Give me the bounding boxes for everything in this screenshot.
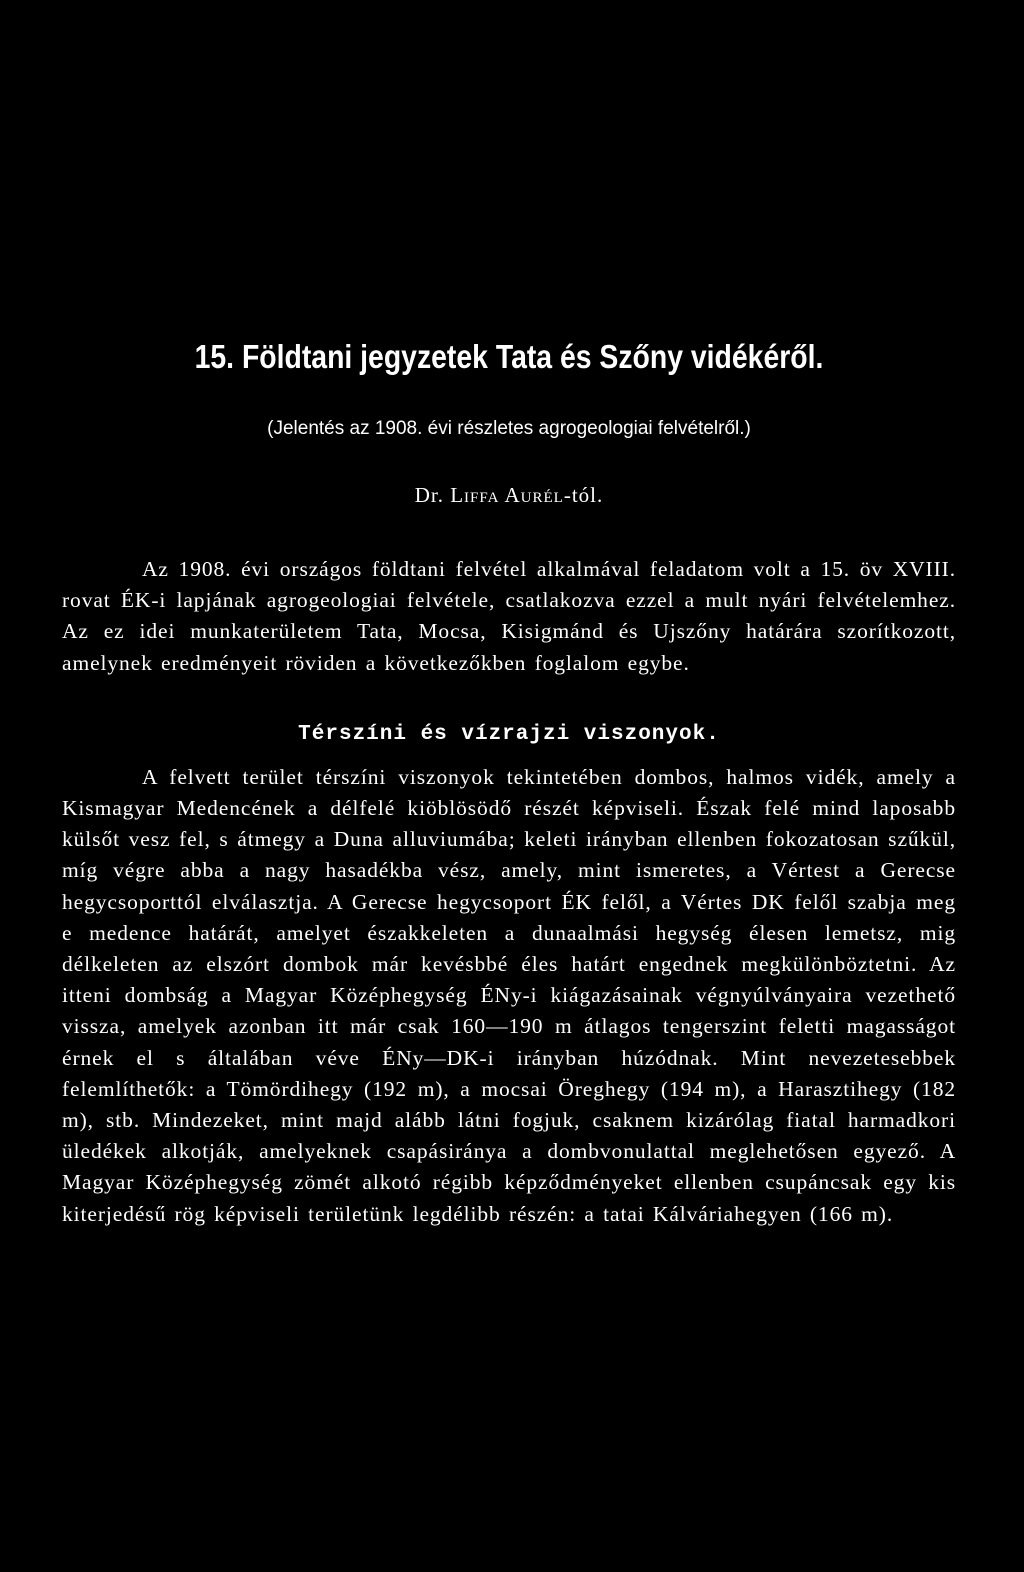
intro-paragraph: Az 1908. évi országos földtani felvétel alkalmával feladatom volt a 15. öv XVIII. rovat ÉK-i lapjának agrogeologiai felvétele, csatlakozva ezzel a mult nyári felvételemhez. Az ez idei munkaterületem Tata, Mocsa, Kisigmánd és Ujszőny határára szorítkozott, amelynek eredményeit röviden a következőkben foglalom egybe. (62, 557, 956, 675)
author-prefix: Dr. (414, 483, 451, 507)
author-line (62, 480, 956, 510)
document-title: 15. Földtani jegyzetek Tata és Szőny vidékéről. (194, 338, 824, 375)
document-subtitle: (Jelentés az 1908. évi részletes agrogeologiai felvételről.) (267, 418, 751, 439)
document-page (62, 330, 956, 1230)
author-suffix: -tól. (563, 483, 604, 507)
body-paragraph: A felvett terület térszíni viszonyok tekintetében dombos, halmos vidék, amely a Kismagyar Medencének a délfelé kiöblösödő részét képviseli. Észak felé mind laposabb külsőt vesz fel, s átmegy a Duna alluviumába; keleti irányban ellenben fokozatosan szűkül, míg végre abba a nagy hasadékba vész, amely, mint ismeretes, a Vértest a Gerecse hegycsoporttól elválasztja. A Gerecse hegycsoport ÉK felől, a Vértes DK felől szabja meg e medence határát, amelyet északkeleten a dunaalmási hegység élesen lemetsz, mig délkeleten az elszórt dombok már kevésbbé éles határt engednek megkülönböztetni. Az itteni dombság a Magyar Középhegység ÉNy-i kiágazásainak végnyúlványaira vezethető vissza, amelyek azonban itt már csak 160—190 m átlagos tengerszint feletti magasságot érnek el s általában véve ÉNy—DK-i irányban húzódnak. Mint nevezetesebbek felemlíthetők: a Tömördihegy (192 m), a mocsai Öreghegy (194 m), a Harasztihegy (182 m), stb. Mindezeket, mint majd alább látni fogjuk, csaknem kizárólag fiatal harmadkori üledékek alkotják, amelyeknek csapásiránya a dombvonulattal meglehetősen egyező. A Magyar Középhegység zömét alkotó régibb képződményeket ellenben csupáncsak egy kis kiterjedésű rög képviseli területünk legdélibb részén: a tatai Kálváriahegyen (166 m). (62, 764, 956, 1226)
section-heading: Térszíni és vízrajzi viszonyok. (298, 722, 720, 746)
author-name: Liffa Aurél (450, 483, 564, 507)
